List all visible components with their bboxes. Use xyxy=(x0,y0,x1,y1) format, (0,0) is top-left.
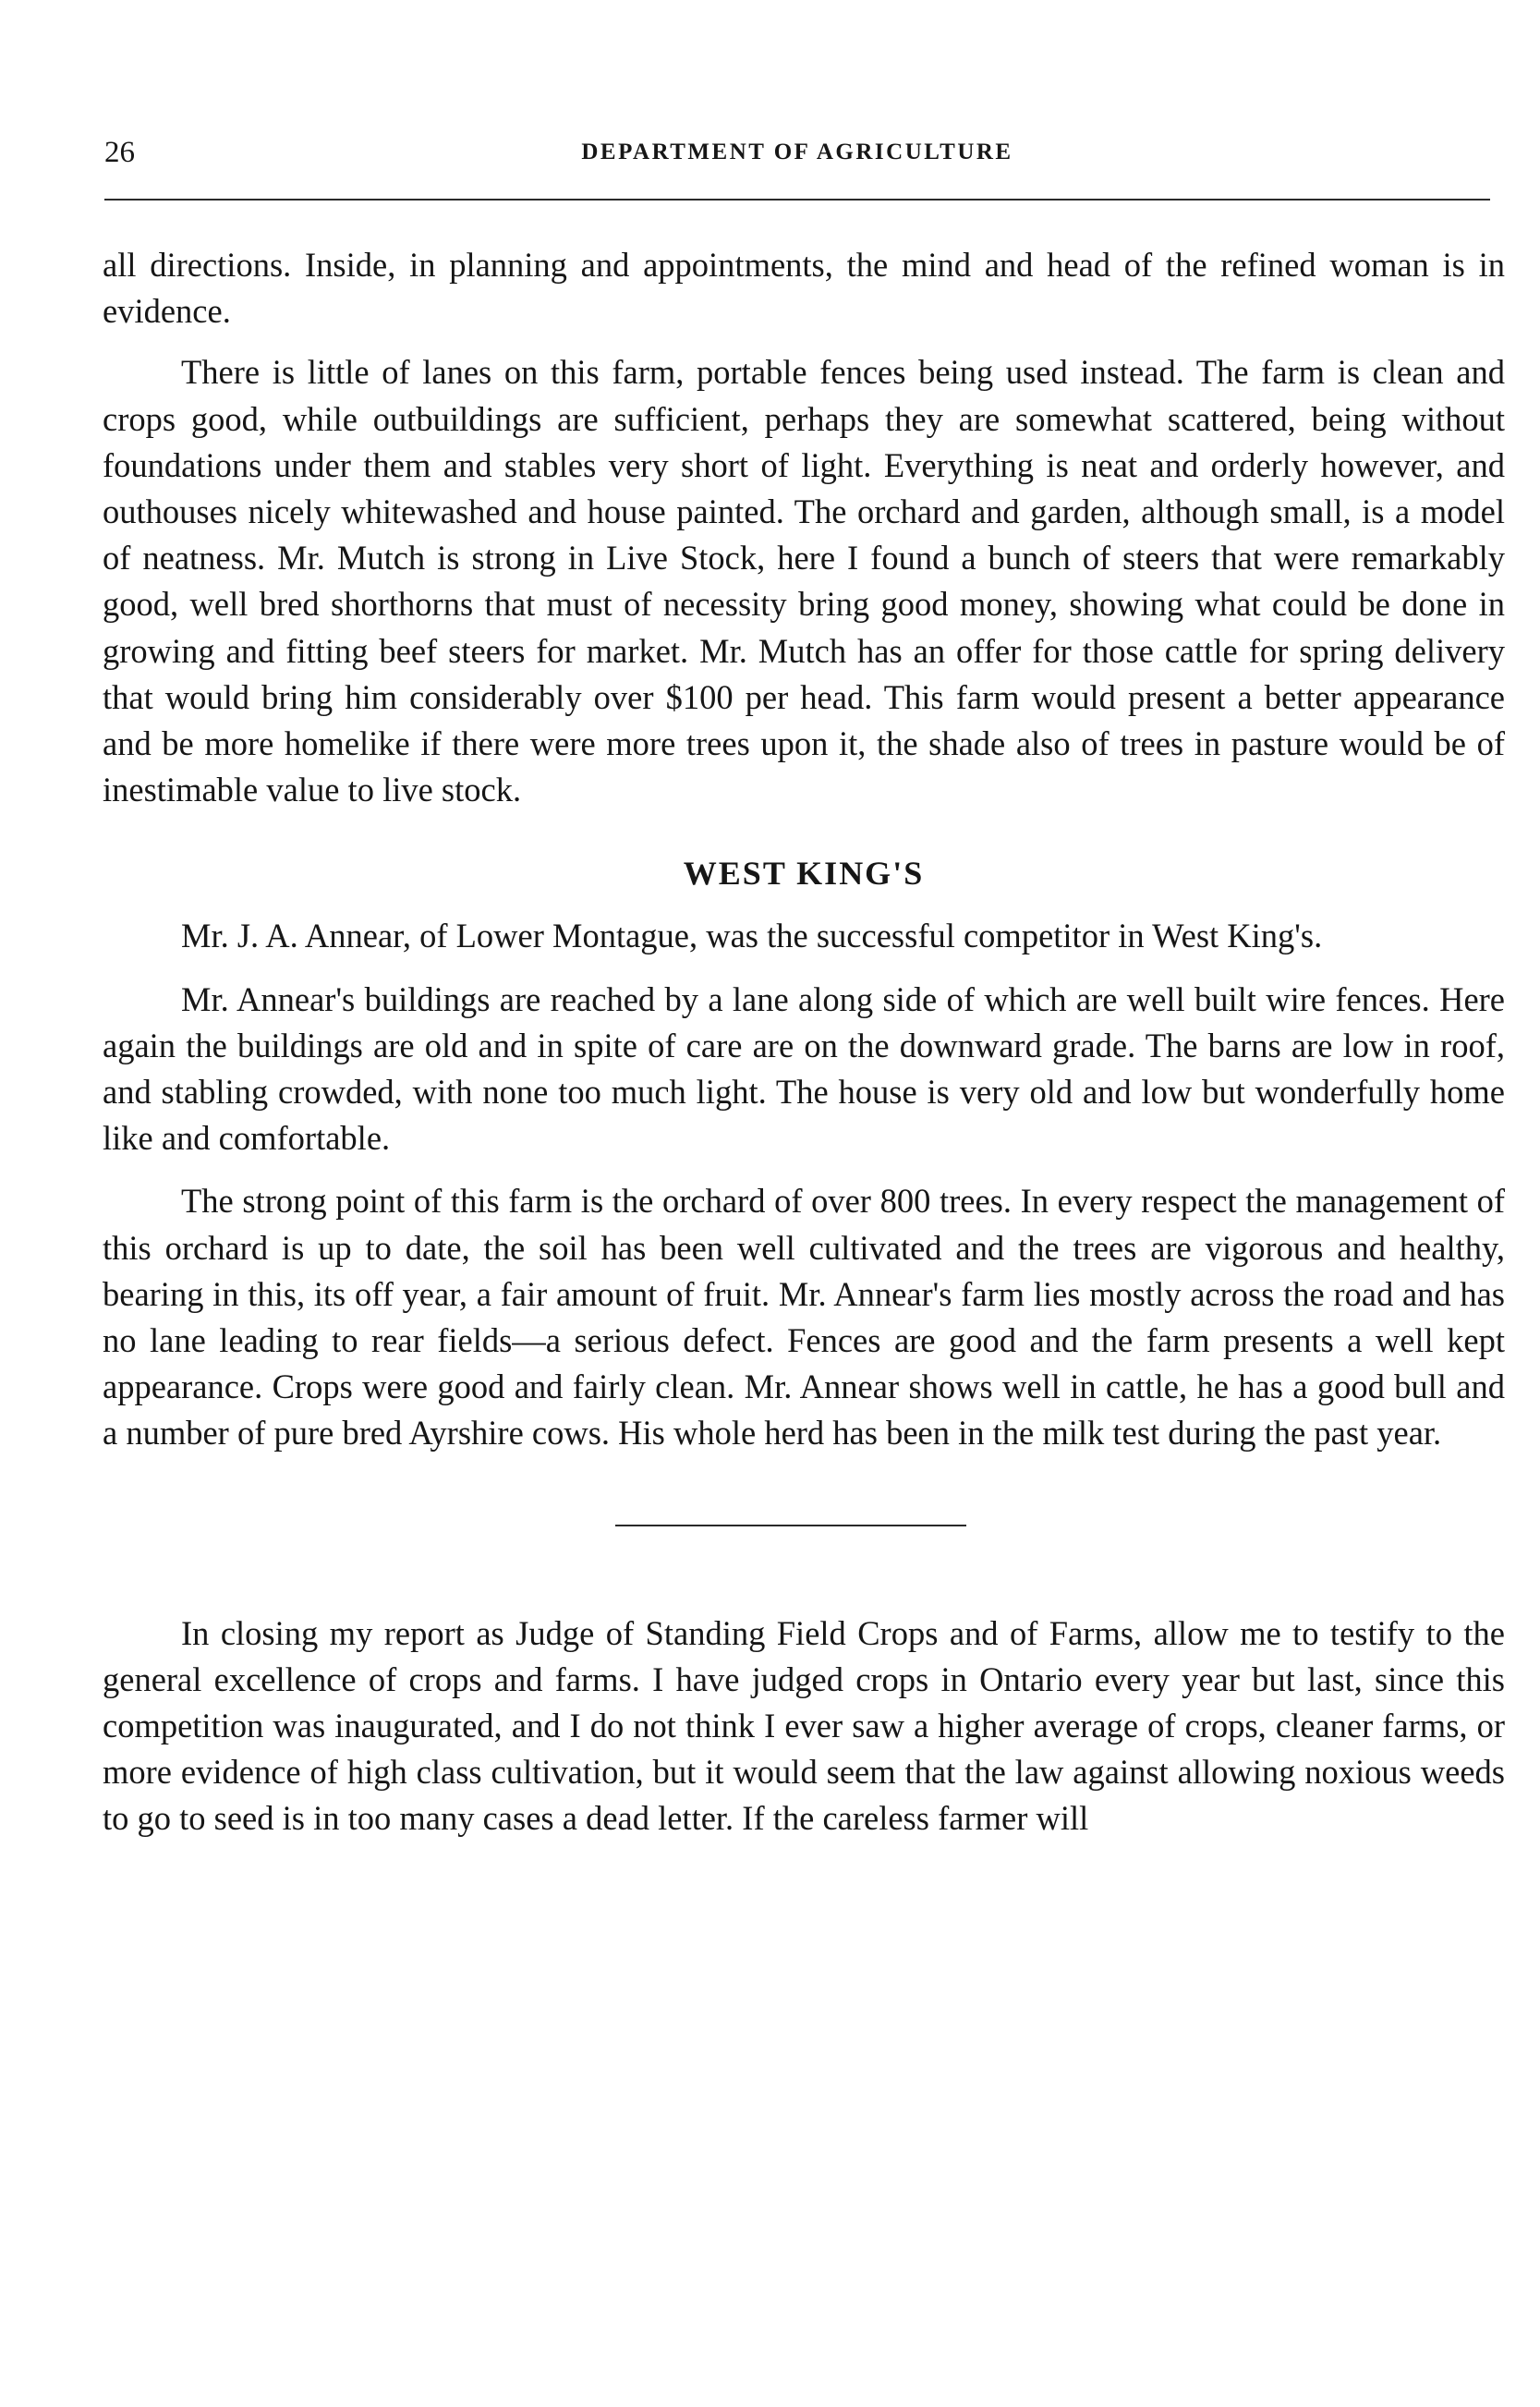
section-heading-west-kings: WEST KING'S xyxy=(683,855,925,893)
header-rule xyxy=(104,199,1490,201)
section-divider-rule xyxy=(615,1525,966,1526)
page-number: 26 xyxy=(104,136,135,169)
paragraph-annear-orchard: The strong point of this farm is the orchard of over 800 trees. In every respect the management of this orchard is up to date, the soil has been well cultivated and the trees are vigorous and healthy, bearing in this, its off year, a fair amount of fruit. Mr. Annear's farm lies mostly across the road and has no lane leading to rear fields—a serious defect. Fences are good and the farm presents a well kept appearance. Crops were good and fairly clean. Mr. Annear shows well in cattle, he has a good bull and a number of pure bred Ayrshire cows. His whole herd has been in the milk test during the past year. xyxy=(103,1182,1505,1453)
body-text xyxy=(103,242,1505,1842)
paragraph-farm-description: There is little of lanes on this farm, portable fences being used instead. The farm is clean and crops good, while outbuildings are sufficient, perhaps they are somewhat scattered, being without foundations under them and stables very short of light. Everything is neat and orderly however, and outhouses nicely whitewashed and house painted. The orchard and garden, although small, is a model of neatness. Mr. Mutch is strong in Live Stock, here I found a bunch of steers that were remarkably good, well bred shorthorns that must of necessity bring good money, showing what could be done in growing and fitting beef steers for market. Mr. Mutch has an offer for those cattle for spring delivery that would bring him considerably over $100 per head. This farm would present a better appearance and be more homelike if there were more trees upon it, the shade also of trees in pasture would be of inestimable value to live stock. xyxy=(103,353,1505,809)
paragraph-annear-buildings: Mr. Annear's buildings are reached by a lane along side of which are well built wire fences. Here again the buildings are old and in spite of care are on the downward grade. The barns are low in roof, and stabling crowded, with none too much light. The house is very old and low but wonderfully home like and comfortable. xyxy=(103,979,1505,1158)
running-header xyxy=(104,129,1490,176)
paragraph-continuation: all directions. Inside, in planning and appointments, the mind and head of the refined woman is in evidence. xyxy=(103,246,1505,331)
paragraph-west-kings-winner: Mr. J. A. Annear, of Lower Montague, was the successful competitor in West King's. xyxy=(181,917,1323,955)
running-title: DEPARTMENT OF AGRICULTURE xyxy=(581,140,1013,164)
paragraph-closing-report: In closing my report as Judge of Standing Field Crops and of Farms, allow me to testify to the general excellence of crops and farms. I have judged crops in Ontario every year but last, since this competition was inaugurated, and I do not think I ever saw a higher average of crops, cleaner farms, or more evidence of high class cultivation, but it would seem that the law against allowing noxious weeds to go to seed is in too many cases a dead letter. If the careless farmer will xyxy=(103,1613,1505,1838)
